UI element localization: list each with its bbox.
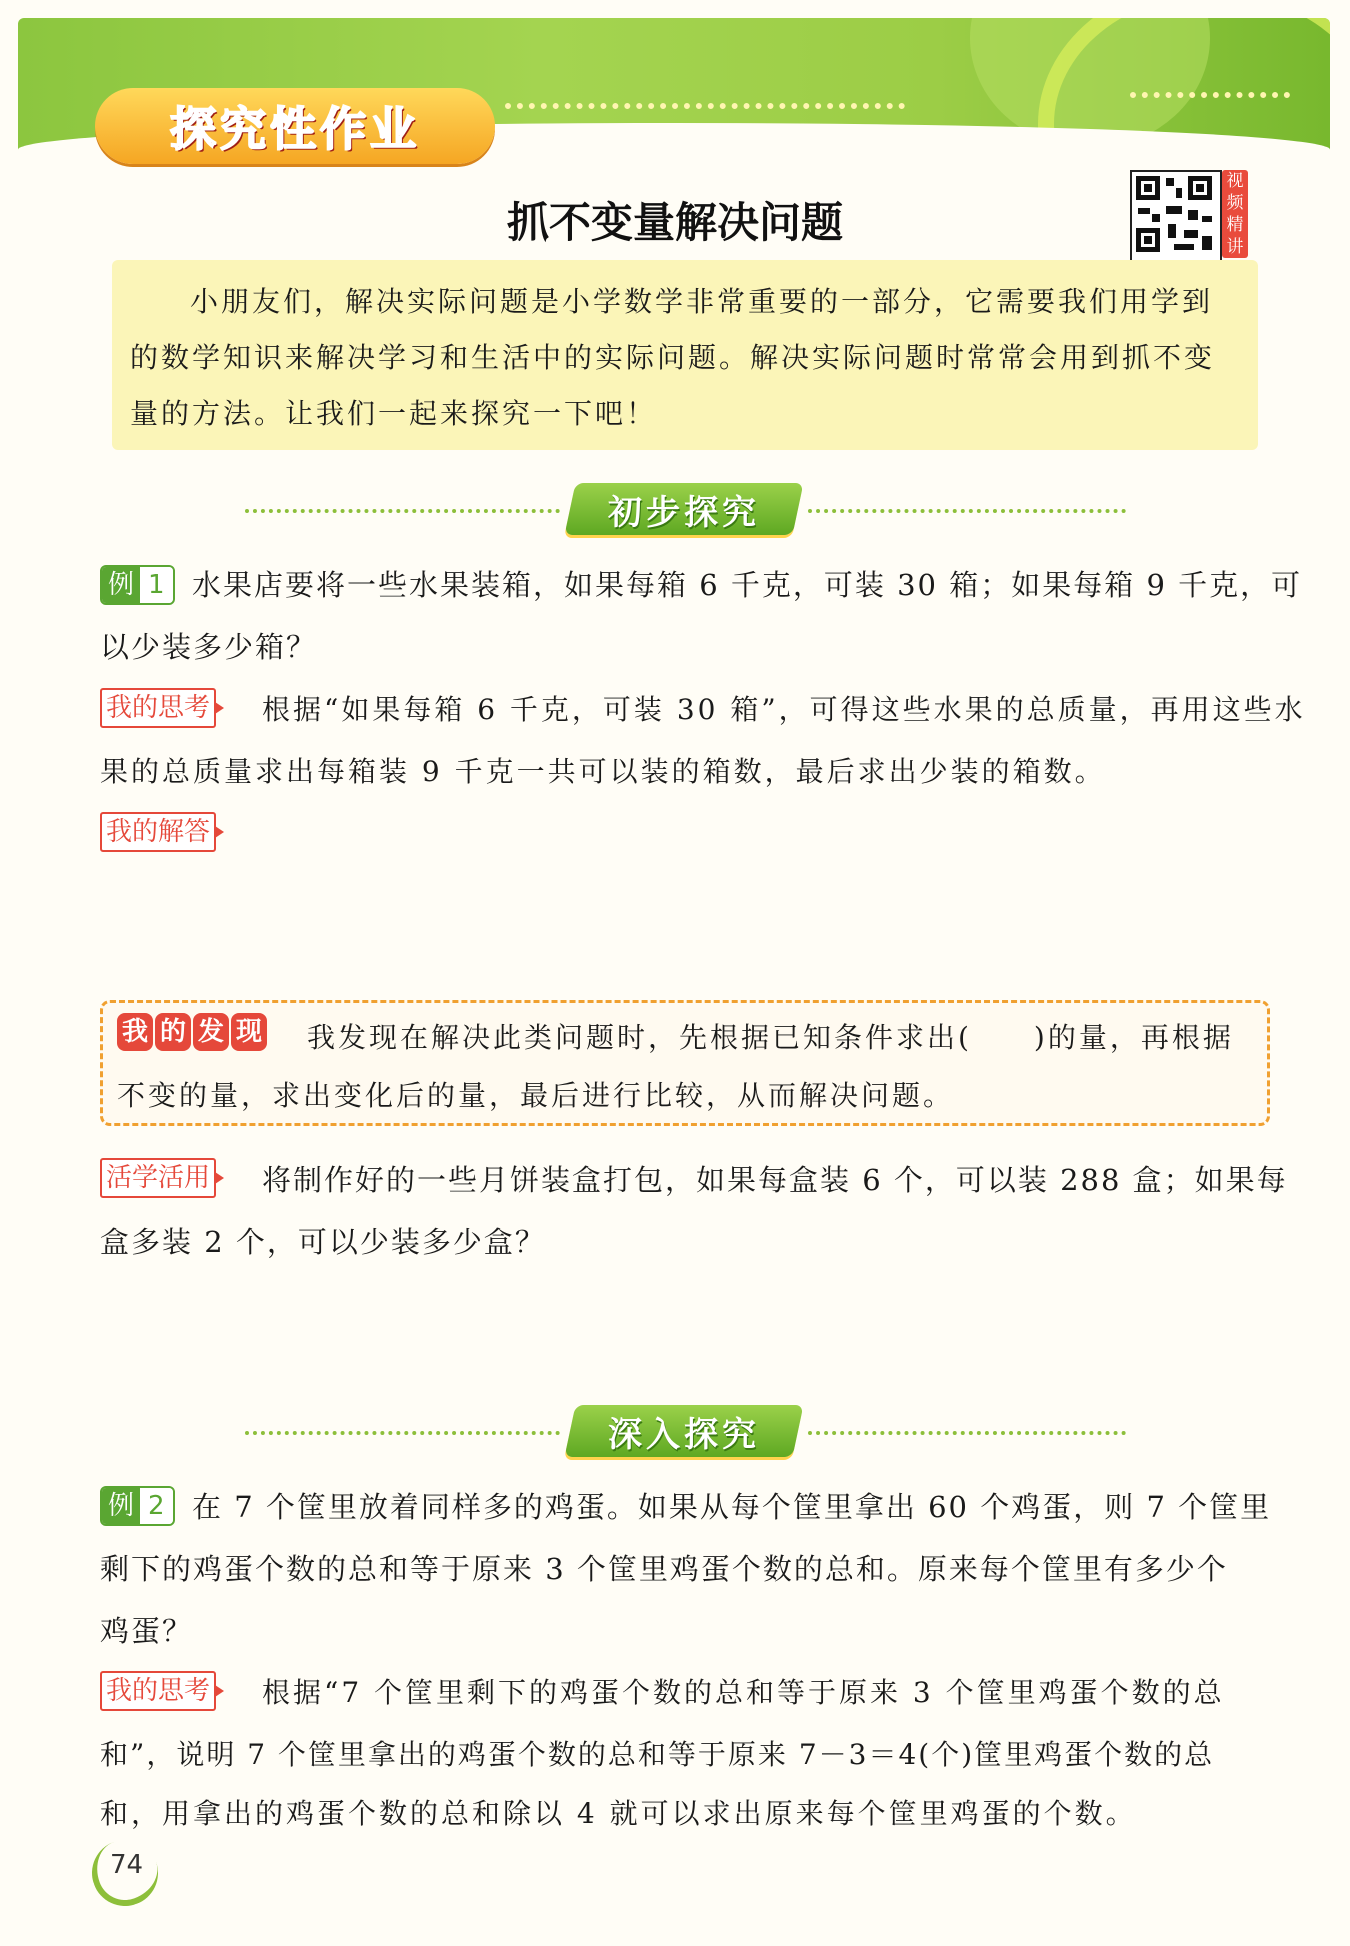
example-1-tag [100,565,175,605]
discovery-tag-char: 我 [117,1013,153,1051]
heading-label: 初步探究 [608,492,760,533]
example-2-line-3: 鸡蛋？ [100,1614,194,1648]
think-label: 我的思考 [100,688,216,728]
qr-code-icon[interactable] [1130,170,1222,262]
page-number: 74 [110,1850,144,1880]
practice-line-1: 将制作好的一些月饼装盒打包，如果每盒装 6 个，可以装 288 盒；如果每 [262,1163,1288,1197]
example-tag-number: 2 [140,1488,173,1524]
discovery-tag-char: 现 [231,1013,267,1051]
page-title: 抓不变量解决问题 [506,198,843,247]
banner-dots [505,103,905,109]
dotted-line [808,1431,1126,1435]
discovery-tag-char: 的 [155,1013,191,1051]
video-badge[interactable]: 视频精讲 [1222,170,1248,258]
example-1-line-1: 水果店要将一些水果装箱，如果每箱 6 千克，可装 30 箱；如果每箱 9 千克，可 [192,568,1303,602]
discovery-tag-char: 发 [193,1013,229,1051]
discovery-box [100,1000,1270,1126]
example-2-think-line-2: 和”，说明 7 个筐里拿出的鸡蛋个数的总和等于原来 7－3＝4(个)筐里鸡蛋个数的总 [100,1738,1215,1771]
answer-label: 我的解答 [100,812,216,852]
dotted-line [245,1431,560,1435]
practice-line-2: 盒多装 2 个，可以少装多少盒？ [100,1225,546,1259]
banner-dots [1130,92,1290,98]
practice-label: 活学活用 [100,1158,216,1198]
example-1-think-line-1: 根据“如果每箱 6 千克，可装 30 箱”，可得这些水果的总质量，再用这些水 [262,693,1306,726]
dotted-line [245,509,560,513]
example-tag-prefix: 例 [102,1488,140,1524]
example-1-think-line-2: 果的总质量求出每箱装 9 千克一共可以装的箱数，最后求出少装的箱数。 [100,755,1106,788]
example-2-line-1: 在 7 个筐里放着同样多的鸡蛋。如果从每个筐里拿出 60 个鸡蛋，则 7 个筐里 [192,1490,1272,1524]
section-tag-label: 探究性作业 [170,102,420,156]
intro-text: 小朋友们，解决实际问题是小学数学非常重要的一部分，它需要我们用学到的数学知识来解决学习和生活中的实际问题。解决实际问题时常常会用到抓不变量的方法。让我们一起来探究一下吧！ [130,285,1216,430]
discovery-text: 我发现在解决此类问题时，先根据已知条件求出( )的量，再根据不变的量，求出变化后的量，最后进行比较，从而解决问题。 [117,1021,1234,1112]
example-tag-prefix: 例 [102,567,140,603]
section-heading-deep [0,1405,1350,1459]
intro-box [112,260,1258,450]
example-1-line-2: 以少装多少箱？ [100,630,318,664]
section-heading-initial [0,483,1350,537]
section-tag [95,88,495,164]
think-label: 我的思考 [100,1671,216,1711]
heading-label: 深入探究 [608,1414,760,1455]
example-2-think-line-3: 和，用拿出的鸡蛋个数的总和除以 4 就可以求出原来每个筐里鸡蛋的个数。 [100,1797,1137,1830]
dotted-line [808,509,1126,513]
example-2-tag [100,1486,175,1526]
example-2-line-2: 剩下的鸡蛋个数的总和等于原来 3 个筐里鸡蛋个数的总和。原来每个筐里有多少个 [100,1552,1228,1586]
example-2-think-line-1: 根据“7 个筐里剩下的鸡蛋个数的总和等于原来 3 个筐里鸡蛋个数的总 [262,1676,1225,1709]
example-tag-number: 1 [140,567,173,603]
